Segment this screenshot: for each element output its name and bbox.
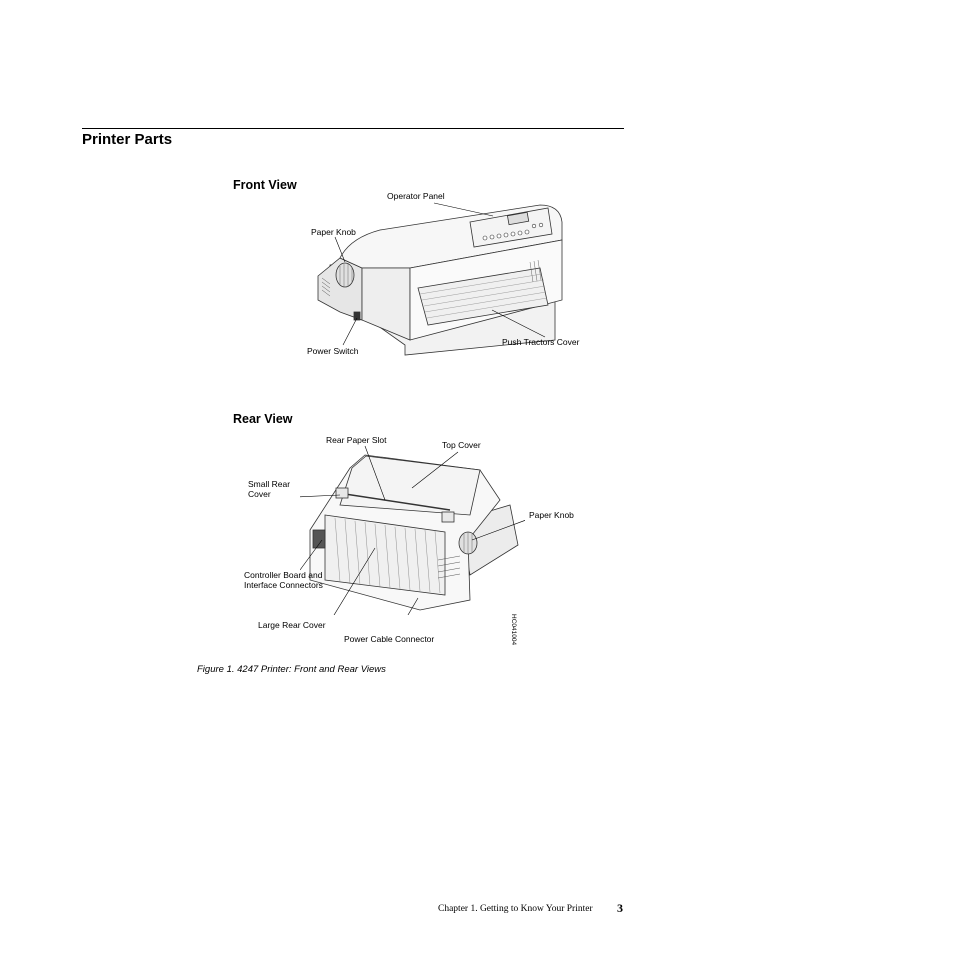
- label-large-rear-cover: Large Rear Cover: [258, 620, 326, 630]
- label-push-tractors-cover: Push Tractors Cover: [502, 337, 580, 347]
- rear-view-illustration: [300, 445, 525, 615]
- front-view-heading: Front View: [233, 178, 297, 192]
- label-small-rear-cover-2: Cover: [248, 489, 271, 499]
- label-small-rear-cover-1: Small Rear: [248, 479, 291, 489]
- section-rule: [82, 128, 624, 129]
- figure-id: HC041004: [510, 614, 517, 646]
- rear-view-heading: Rear View: [233, 412, 293, 426]
- label-power-switch: Power Switch: [307, 346, 359, 356]
- label-controller-board-1: Controller Board and: [244, 570, 323, 580]
- figure-caption: Figure 1. 4247 Printer: Front and Rear Views: [197, 664, 386, 675]
- label-paper-knob-rear: Paper Knob: [529, 510, 574, 520]
- label-paper-knob-front: Paper Knob: [311, 227, 356, 237]
- label-controller-board-2: Interface Connectors: [244, 580, 323, 590]
- label-rear-paper-slot: Rear Paper Slot: [326, 435, 387, 445]
- footer-chapter: Chapter 1. Getting to Know Your Printer: [438, 904, 593, 914]
- page-number: 3: [617, 901, 623, 915]
- label-power-cable-connector: Power Cable Connector: [344, 634, 435, 644]
- section-title: Printer Parts: [82, 131, 173, 148]
- label-top-cover: Top Cover: [442, 440, 481, 450]
- label-operator-panel: Operator Panel: [387, 191, 445, 201]
